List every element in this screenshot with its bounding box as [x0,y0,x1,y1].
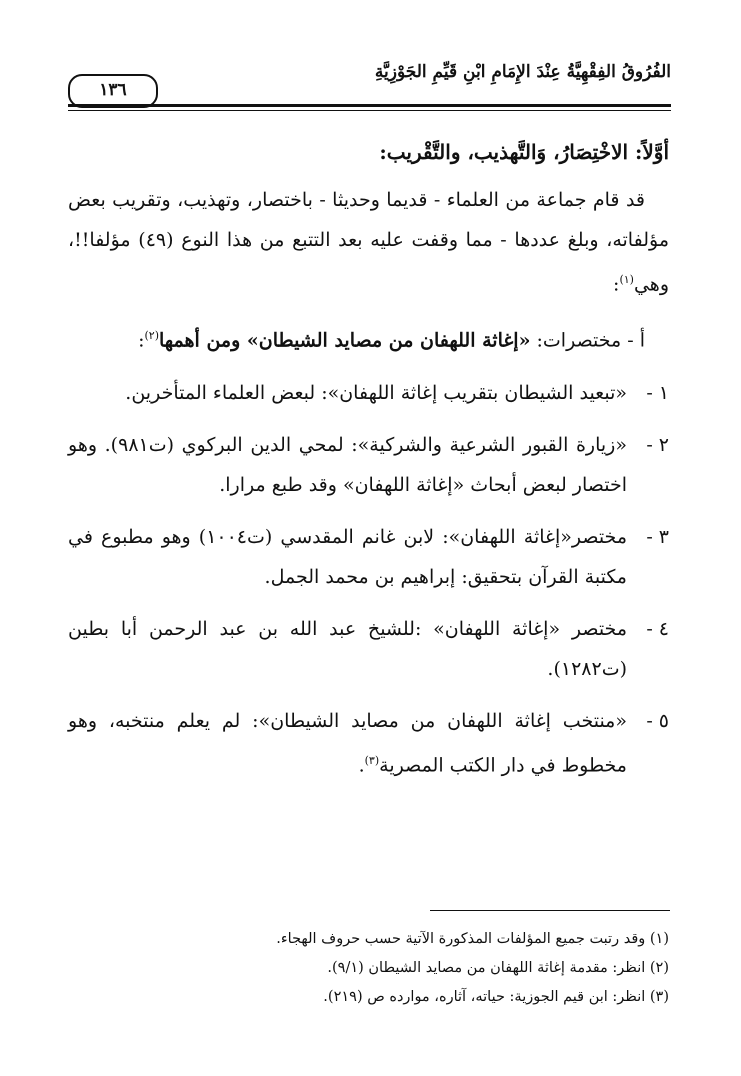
list-item-text: «زيارة القبور الشرعية والشركية»: لمحي الدين البركوي (ت٩٨١). وهو اختصار لبعض أبحاث «إغاثة اللهفان» وقد طبع مرارا. [68,433,627,496]
footnote-ref-2: (٢) [144,329,159,343]
list-item [68,701,669,785]
section-heading: أوَّلاً: الاخْتِصَارُ، وَالتَّهذيب، والتَّقْريب: [379,140,669,164]
footnote-ref-1: (١) [619,273,634,286]
section-a-title: «إغاثة اللهفان من مصايد الشيطان» ومن أهمها [159,329,531,352]
list-item-text: «منتخب إغاثة اللهفان من مصايد الشيطان»: لم يعلم منتخبه، وهو مخطوط في دار الكتب المصرية [68,709,627,776]
list-item-text: مختصر«إغاثة اللهفان»: لابن غانم المقدسي (ت١٠٠٤) وهو مطبوع في مكتبة القرآن بتحقيق: إبراهيم بن محمد الجمل. [68,525,628,588]
list-item [68,373,669,413]
header-rule-thick [68,104,671,107]
page-header [68,56,671,100]
footnote-2: (٢) انظر: مقدمة إغاثة اللهفان من مصايد الشيطان (٩/١). [327,960,669,976]
header-rule-thin [68,110,671,111]
main-text [68,140,669,785]
running-title: الفُرُوقُ الفِقْهِيَّةُ عِنْدَ الإِمَامِ ابْنِ قَيِّمِ الجَوْزِيَّةِ [374,62,671,82]
footnote-ref-3: (٣) [364,753,380,767]
list-item-number: ١ - [646,381,669,404]
list-item-text: «تبعيد الشيطان بتقريب إغاثة اللهفان»: لبعض العلماء المتأخرين. [125,381,627,404]
section-a-paragraph [68,316,669,360]
list-item-end: . [358,753,365,776]
list-item-text: مختصر «إغاثة اللهفان» :للشيخ عبد الله بن عبد الرحمن أبا بطين (ت١٢٨٢). [68,617,627,680]
footnotes [68,925,669,1012]
list-item [68,425,669,505]
footnote-3: (٣) انظر: ابن قيم الجوزية: حياته، آثاره، موارده ص (٢١٩). [323,989,669,1005]
intro-end: : [613,273,620,296]
section-a-prefix: أ - مختصرات: [536,329,645,352]
footnote-1: (١) وقد رتبت جميع المؤلفات المذكورة الآتية حسب حروف الهجاء. [276,931,669,947]
section-a-end: : [138,329,145,352]
page-number: ١٣٦ [68,74,158,108]
footnote-separator [430,910,670,911]
list-item-number: ٣ - [646,525,669,548]
list-item [68,517,669,597]
intro-paragraph [68,180,669,304]
intro-text: قد قام جماعة من العلماء - قديما وحديثا - باختصار، وتهذيب، وتقريب بعض مؤلفاته، وبلغ عددها - مما وقفت عليه بعد التتبع من هذا النوع (٤٩) مؤلفا!!، وهي [68,189,669,296]
list-item-number: ٢ - [646,433,669,456]
list-item-number: ٤ - [646,617,669,640]
list-item-number: ٥ - [646,709,669,732]
list-item [68,609,669,689]
